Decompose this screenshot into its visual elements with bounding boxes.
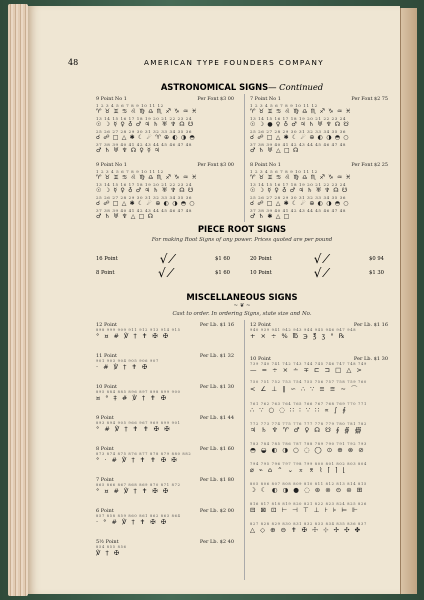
misc-size: 10 Point: [250, 356, 271, 362]
misc-right-block: [250, 422, 388, 434]
astro-block: [96, 162, 234, 221]
astro-block-header: [250, 162, 388, 168]
astro-glyph-row: ♈ ♉ ♊ ♋ ♌ ♍ ♎ ♏ ♐ ♑ ♒ ♓: [250, 108, 352, 115]
piece-root-title: PIECE ROOT SIGNS: [197, 224, 287, 234]
astro-block-header: [250, 96, 388, 102]
misc-glyph-row: ◓ ◒ ◐ ◑ ○ ◌ ◯ ⊙ ⊕ ⊗ ⊘: [250, 446, 366, 454]
misc-glyph-row: ♃ ♄ ♆ ♈ ♂ ♀ ☊ ☋ ∮ ∯ ∰: [250, 426, 363, 434]
misc-glyph-row: ¤ ° ‡ # ℣ † ✝ ✠: [96, 394, 168, 402]
misc-size: 7 Point: [96, 477, 114, 483]
misc-number-row: 873 874 875 876 877 878 879 880 882: [96, 452, 192, 456]
misc-glyph-row: · ° # ℣ † ✝ ✠ ✠: [96, 518, 168, 526]
astro-glyph-row: ☉ ☽ ☿ ♀ ♁ ♂ ♃ ♄ ♅ ♆ ☊ ☋: [96, 187, 194, 194]
root-price: $1 60: [215, 256, 230, 262]
astro-size: 8 Point No 1: [250, 162, 281, 168]
root-price: $1 60: [215, 270, 230, 276]
misc-glyph-row: ∴ ∵ ○ ◌ ∷ ∶ ∵ ∷ ∝ ∫ ∮: [250, 406, 348, 414]
astro-block: [250, 162, 388, 221]
misc-price: Per Lb. $1 16: [199, 322, 234, 328]
astro-price: Per Font $2 25: [351, 162, 388, 168]
misc-number-row: 794 795 796 797 798 799 800 801 802 803 804: [250, 462, 367, 466]
header-title: AMERICAN TYPE FOUNDERS COMPANY: [143, 58, 325, 67]
misc-number-row: 739 740 741 742 743 744 745 746 747 748 749: [250, 362, 367, 366]
misc-glyph-row: · # ℣ † ✝ ✠: [96, 363, 149, 371]
astro-glyph-row: ♈ ♉ ♊ ♋ ♌ ♍ ♎ ♏ ♐ ♑ ♒ ♓: [96, 108, 198, 115]
misc-price: Per Lb. $1 44: [199, 415, 234, 421]
page-number: 48: [68, 58, 79, 67]
astro-glyph-row: ☌ ☍ □ △ ✱ ☾ ☄ ⊕ ◐ ◑ ◓ ○: [250, 134, 350, 141]
astro-block: [96, 96, 234, 155]
misc-price: Per Lb. $1 32: [199, 353, 234, 359]
astro-number-row: 25 26 27 28 29 30 31 32 33 34 35 36: [96, 129, 193, 134]
astro-number-row: 13 14 15 16 17 18 19 20 21 22 23 24: [250, 116, 347, 121]
running-header: [68, 58, 380, 70]
root-symbol: √ ⁄: [158, 266, 172, 280]
misc-right-block: [250, 482, 388, 494]
misc-right-block: [250, 502, 388, 514]
astro-block-header: [96, 162, 234, 168]
misc-note: Cast to order. In ordering Signs, state size and No.: [172, 311, 312, 317]
astro-glyph-row: ♂ ♄ ♅ ♆ ☊ ♀ ☿ ♃: [96, 147, 161, 154]
astro-glyph-row: ♂ ♄ ♅ ♆ △ □ ☊: [96, 213, 154, 220]
astro-price: Per Font $3 00: [197, 162, 234, 168]
root-price: $1 30: [369, 270, 384, 276]
misc-left-block: [96, 477, 234, 495]
astro-number-row: 1 2 3 4 5 6 7 8 9 10 11 12: [96, 169, 164, 174]
root-symbol: √ ⁄: [313, 252, 328, 266]
misc-glyph-row: ☽ ☾ ◐ ◑ ● ◌ ⊛ ⊚ ⊝ ⊜ ⊞: [250, 486, 364, 494]
misc-price: Per Lb. $2 40: [199, 539, 234, 545]
astro-number-row: 1 2 3 4 5 6 7 8 9 10 11 12: [250, 103, 318, 108]
root-row: [96, 266, 230, 280]
misc-number-row: 805 806 807 808 809 810 811 812 813 814 815: [250, 482, 367, 486]
astro-glyph-row: ☌ ☍ □ △ ✱ ☾ ☄ ⊕ ◐ ◑ ◓ ○: [250, 200, 350, 207]
misc-glyph-row: ° # ℣ † ✝ ✝ ✠ ✠: [96, 425, 172, 433]
root-row: [96, 252, 230, 266]
misc-number-row: 857 858 859 860 861 862 863 864: [96, 514, 181, 518]
astro-size: 9 Point No 1: [96, 96, 127, 102]
root-size: 8 Point: [96, 270, 115, 276]
misc-number-row: 816 817 818 819 820 821 822 823 824 825 826: [250, 502, 367, 506]
misc-number-row: 898 999 909 911 912 913 914 915: [96, 328, 181, 332]
misc-ornament: ~ ❦ ~: [233, 303, 251, 309]
astro-block-header: [96, 96, 234, 102]
astro-glyph-row: ♂ ♄ ♅ △ □ ☊: [250, 147, 299, 154]
misc-right-block: [250, 356, 388, 374]
astronomical-title-suffix: — Continued: [268, 82, 324, 92]
piece-root-note: For making Root Signs of any power. Prices quoted are per pound: [151, 237, 333, 243]
column-divider: [244, 94, 245, 222]
astro-glyph-row: ☉ ☽ ☿ ♀ ♁ ♂ ♃ ♄ ♅ ♆ ☊ ☋: [250, 187, 348, 194]
misc-price: Per Lb. $1 80: [199, 477, 234, 483]
misc-price: Per Lb. $1 30: [353, 356, 388, 362]
misc-left-block: [96, 508, 234, 526]
astro-number-row: 37 38 39 40 41 42 43 44 45 46 47 48: [96, 208, 193, 213]
astro-glyph-row: ♈ ♉ ♊ ♋ ♌ ♍ ♎ ♏ ♐ ♑ ♒ ♓: [96, 174, 198, 181]
misc-number-row: 895 884 885 896 897 898 899 900: [96, 390, 181, 394]
misc-glyph-row: < ∠ ⊥ ∥ ∽ ∴ ∵ ≡ ≅ ∼ ⌒: [250, 385, 359, 393]
astro-glyph-row: ☌ ☍ □ △ ✱ ☾ ☄ ⊕ ◐ ◑ ◓ ○: [96, 200, 196, 207]
astro-size: 9 Point No 1: [96, 162, 127, 168]
misc-glyph-row: ⌀ ⌁ ⌂ ⌃ ⌄ ⌅ ⌆ ⌇ ⌈ ⌉ ⌊: [250, 466, 347, 474]
misc-left-block: [96, 322, 234, 340]
root-price: $0 94: [369, 256, 384, 262]
misc-left-block: [96, 539, 234, 557]
misc-glyph-row: ° · # ℣ † ✝ ✝ ✠ ✠: [96, 456, 179, 464]
astro-number-row: 25 26 27 28 29 30 31 32 33 34 35 36: [250, 195, 347, 200]
root-row: [250, 252, 384, 266]
misc-left-block: [96, 446, 234, 464]
astro-size: 7 Point No 1: [250, 96, 281, 102]
misc-left-block: [96, 384, 234, 402]
astro-glyph-row: ☌ ☍ □ △ ✱ ☾ ☄ ♈ ⊕ ◐ ◑ ◓: [96, 134, 196, 141]
misc-number-row: 893 894 905 966 967 969 899 901: [96, 421, 181, 425]
astronomical-title: [96, 82, 388, 92]
astro-number-row: 37 38 39 40 41 42 43 44 45 46 47 48: [250, 208, 347, 213]
root-size: 16 Point: [96, 256, 118, 262]
astro-number-row: 13 14 15 16 17 18 19 20 21 22 23 24: [96, 116, 193, 121]
misc-glyph-row: △ ◇ ⊕ ⊖ ✝ ✠ ☩ ⊹ ✢ ✣ ✤: [250, 526, 362, 534]
astro-number-row: 13 14 15 16 17 18 19 20 21 22 23 24: [96, 182, 193, 187]
root-symbol: √ ⁄: [159, 252, 174, 266]
astro-number-row: 1 2 3 4 5 6 7 8 9 10 11 12: [250, 169, 318, 174]
misc-size: 12 Point: [96, 322, 117, 328]
misc-size: 11 Point: [96, 353, 117, 359]
astro-number-row: 1 2 3 4 5 6 7 8 9 10 11 12: [96, 103, 164, 108]
misc-number-row: 761 762 763 764 765 766 767 768 769 770 771: [250, 402, 367, 406]
misc-size: 6 Point: [96, 508, 114, 514]
astro-number-row: 13 14 15 16 17 18 19 20 21 22 23 24: [250, 182, 347, 187]
misc-price: Per Lb. $1 16: [353, 322, 388, 328]
astro-number-row: 25 26 27 28 29 30 31 32 33 34 35 36: [250, 129, 347, 134]
misc-glyph-row: ° ¤ # ℣ † ✝ ✠ ✠: [96, 332, 170, 340]
misc-glyph-row: ° ¤ # ℣ † ✝ ✠ ✠: [96, 487, 170, 495]
misc-number-row: 827 828 829 830 831 832 833 834 835 836 837: [250, 522, 367, 526]
misc-size: 9 Point: [96, 415, 114, 421]
misc-glyph-row: + × ÷ % ℔ ℈ ℥ ʒ ° ℞: [250, 332, 347, 340]
misc-number-row: 750 751 752 753 754 755 756 757 758 759 760: [250, 380, 367, 384]
root-row: [250, 266, 384, 280]
astro-glyph-row: ♂ ♄ ✱ △ □: [250, 213, 290, 220]
root-size: 20 Point: [250, 256, 272, 262]
astro-number-row: 37 38 39 40 41 42 43 44 45 46 47 48: [96, 142, 193, 147]
misc-size: 8 Point: [96, 446, 114, 452]
misc-glyph-row: ℣ † ✠: [96, 549, 121, 557]
misc-price: Per Lb. $1 30: [199, 384, 234, 390]
astro-number-row: 25 26 27 28 29 30 31 32 33 34 35 36: [96, 195, 193, 200]
misc-number-row: 901 903 904 905 906 907: [96, 359, 159, 363]
misc-right-block: [250, 462, 388, 474]
misc-glyph-row: ⊟ ⊠ ⊡ ⊢ ⊣ ⊤ ⊥ ⊦ ⊧ ⊨ ⊩: [250, 506, 360, 514]
astro-price: Per Font $3 00: [197, 96, 234, 102]
misc-left-block: [96, 353, 234, 371]
misc-glyph-row: — = ÷ × ∸ ∓ ⊏ ⊐ □ △ >: [250, 366, 364, 374]
facing-page-edge: [400, 8, 417, 594]
root-symbol: √ ⁄: [313, 266, 328, 280]
misc-title: MISCELLANEOUS SIGNS: [186, 292, 298, 302]
misc-size: 12 Point: [250, 322, 271, 328]
root-size: 10 Point: [250, 270, 272, 276]
misc-number-row: 865 866 867 868 869 870 871 872: [96, 483, 181, 487]
page-edges: [8, 4, 28, 596]
misc-right-block: [250, 522, 388, 534]
astro-glyph-row: ☉ ☽ ● ♀ ♁ ♂ ♃ ♄ ♅ ♆ ☊ ☋: [250, 121, 350, 128]
misc-number-row: 783 784 785 786 787 788 789 790 791 792 793: [250, 442, 367, 446]
astronomical-title-text: ASTRONOMICAL SIGNS: [160, 82, 269, 92]
misc-size: 5½ Point: [96, 539, 119, 545]
misc-size: 10 Point: [96, 384, 117, 390]
astro-glyph-row: ♈ ♉ ♊ ♋ ♌ ♍ ♎ ♏ ♐ ♑ ♒ ♓: [250, 174, 352, 181]
misc-right-block: [250, 322, 388, 340]
misc-right-block: [250, 402, 388, 414]
misc-right-block: [250, 442, 388, 454]
astro-price: Per Font $2 75: [351, 96, 388, 102]
astro-number-row: 37 38 39 40 41 42 43 44 45 46 47 48: [250, 142, 347, 147]
misc-left-block: [96, 415, 234, 433]
astro-block: [250, 96, 388, 155]
misc-number-row: 940 939 941 942 943 944 945 946 947 948: [250, 328, 357, 332]
astro-glyph-row: ☉ ☽ ☿ ♀ ♁ ♂ ♃ ♄ ♅ ♆ ☊ ☋: [96, 121, 194, 128]
misc-number-row: 854 855 856: [96, 545, 127, 549]
misc-price: Per Lb. $2 00: [199, 508, 234, 514]
misc-right-block: [250, 380, 388, 393]
misc-number-row: 772 773 774 775 776 777 778 779 780 781 782: [250, 422, 367, 426]
misc-price: Per Lb. $1 60: [199, 446, 234, 452]
misc-column-divider: [244, 320, 245, 580]
